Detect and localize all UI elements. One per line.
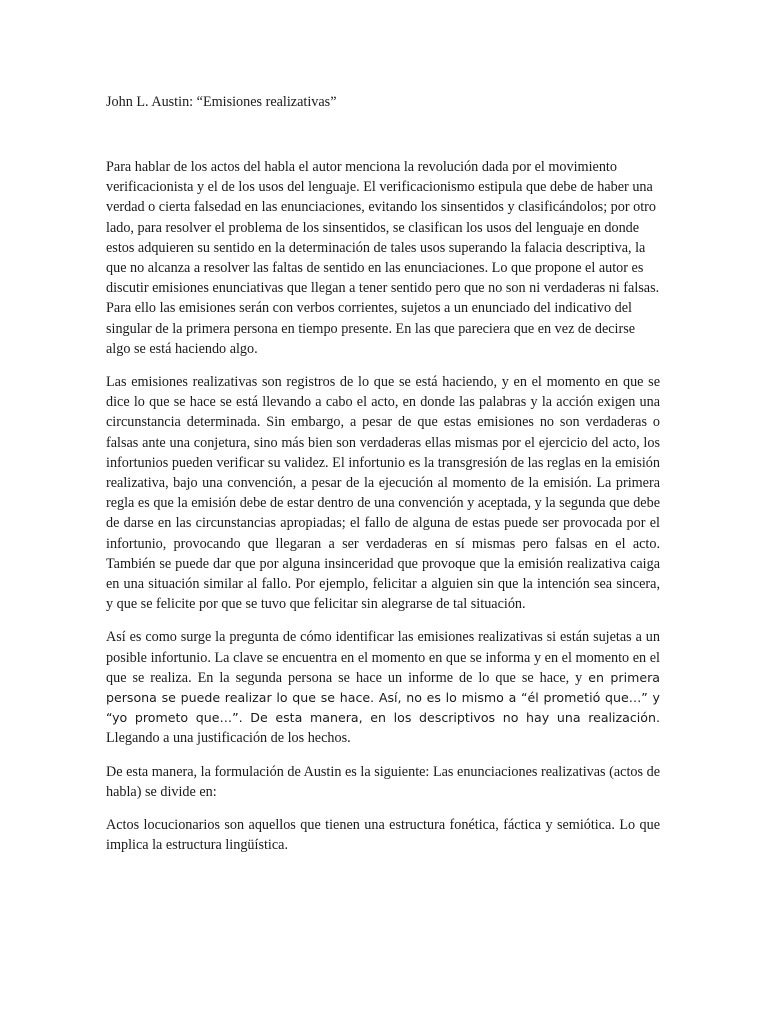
paragraph-3-part-1: Así es como surge la pregunta de cómo identificar las emisiones realizativas si están sujetas a un posible infortunio. La clave se encuentra en el momento en que se informa y en el momento en el que se realiza. En la segunda persona se hace un informe de lo que se hace, y xyxy=(106,629,660,686)
paragraph-actos-locucionarios: Actos locucionarios son aquellos que tienen una estructura fonética, fáctica y semiótica. Lo que implica la estructura lingüística. xyxy=(106,817,660,854)
paragraph-infortunio-identificacion xyxy=(106,627,660,748)
paragraph-formulacion-austin: De esta manera, la formulación de Austin es la siguiente: Las enunciaciones realizativas (actos de habla) se divide en: xyxy=(106,763,660,800)
paragraph-intro: Para hablar de los actos del habla el autor menciona la revolución dada por el movimiento verificacionista y el de los usos del lenguaje. El verificacionismo estipula que debe de haber una verdad o cierta falsedad en las enunciaciones, evitando los sinsentidos y clasificándolos; por otro lado, para resolver el problema de los sinsentidos, se clasifican los usos del lenguaje en donde estos adquieren su sentido en la determinación de tales usos superando la falacia descriptiva, la que no alcanza a resolver las faltas de sentido en las enunciaciones. Lo que propone el autor es discutir emisiones enunciativas que llegan a tener sentido pero que no son ni verdaderas ni falsas. Para ello las emisiones serán con verbos corrientes, sujetos a un enunciado del indicativo del singular de la primera persona en tiempo presente. En las que pareciera que en vez de decirse algo se está haciendo algo. xyxy=(106,159,660,357)
paragraph-emisiones-realizativas: Las emisiones realizativas son registros de lo que se está haciendo, y en el momento en que se dice lo que se hace se está llevando a cabo el acto, en donde las palabras y la acción exigen una circunstancia determinada. Sin embargo, a pesar de que estas emisiones no son verdaderas o falsas ante una conjetura, sino más bien son verdaderas ellas mismas por el ejercicio del acto, los infortunios pueden verificar su validez. El infortunio es la transgresión de las reglas en la emisión realizativa, bajo una convención, a pesar de la ejecución al momento de la emisión. La primera regla es que la emisión debe de estar dentro de una convención y aceptada, y la segunda que debe de darse en las circunstancias apropiadas; el fallo de alguna de estas puede ser provocada por el infortunio, provocando que llegaran a ser verdaderas en sí mismas pero falsas en el acto. También se puede dar que por alguna insinceridad que provoque que la emisión realizativa caiga en una situación similar al fallo. Por ejemplo, felicitar a alguien sin que la intención sea sincera, y que se felicite por que se tuvo que felicitar sin alegrarse de tal situación. xyxy=(106,374,660,613)
paragraph-3-part-2: en primera persona se puede realizar lo que se hace. Así, no es lo mismo a “él prometió que…” y “yo prometo que…”. De esta manera, en los descriptivos no hay una realización. xyxy=(106,669,660,726)
document-title: John L. Austin: “Emisiones realizativas” xyxy=(106,94,337,110)
paragraph-3-part-3: Llegando a una justificación de los hechos. xyxy=(106,730,351,747)
